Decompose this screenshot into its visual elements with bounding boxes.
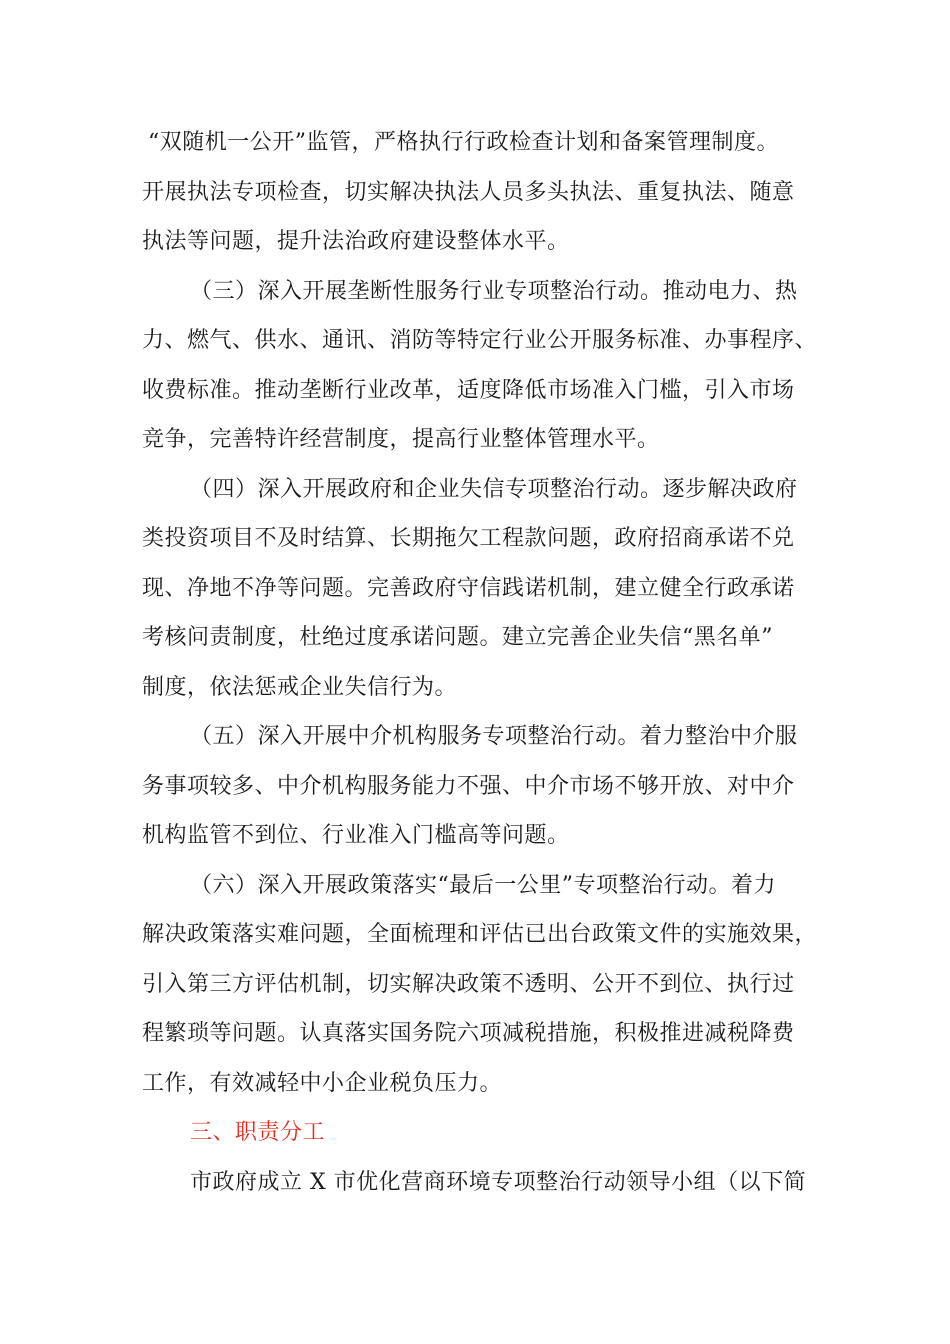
paragraph-line: 程繁琐等问题。认真落实国务院六项减税措施，积极推进减税降费 (142, 1021, 795, 1046)
paragraph-line: （六）深入开展政策落实“最后一公里”专项整治行动。着力 (190, 873, 776, 898)
paragraph-line: （三）深入开展垄断性服务行业专项整治行动。推动电力、热 (190, 279, 798, 304)
paragraph-line: 力、燃气、供水、通讯、消防等特定行业公开服务标准、办事程序、 (142, 328, 818, 353)
paragraph-line: （四）深入开展政府和企业失信专项整治行动。逐步解决政府 (190, 477, 798, 502)
paragraph-line: 制度，依法惩戒企业失信行为。 (142, 675, 458, 700)
paragraph-line: “双随机一公开”监管，严格执行行政检查计划和备案管理制度。 (148, 130, 779, 155)
paragraph-line: （五）深入开展中介机构服务专项整治行动。着力整治中介服 (190, 724, 798, 749)
paragraph-line: 执法等问题，提升法治政府建设整体水平。 (142, 229, 570, 254)
paragraph-line: 开展执法专项检查，切实解决执法人员多头执法、重复执法、随意 (142, 180, 795, 205)
paragraph-line: 引入第三方评估机制，切实解决政策不透明、公开不到位、执行过 (142, 972, 795, 997)
paragraph-line: 务事项较多、中介机构服务能力不强、中介市场不够开放、对中介 (142, 774, 795, 799)
paragraph-line: 收费标准。推动垄断行业改革，适度降低市场准入门槛，引入市场 (142, 378, 795, 403)
paragraph-line: 考核问责制度，杜绝过度承诺问题。建立完善企业失信“黑名单” (142, 625, 773, 650)
paragraph-line: 机构监管不到位、行业准入门槛高等问题。 (142, 823, 570, 848)
paragraph-line: 现、净地不净等问题。完善政府守信践诺机制，建立健全行政承诺 (142, 576, 795, 601)
paragraph-line: 工作，有效减轻中小企业税负压力。 (142, 1071, 503, 1096)
paragraph-line: 市政府成立 X 市优化营商环境专项整治行动领导小组（以下简 (190, 1170, 807, 1195)
section-heading: 三、职责分工 (190, 1120, 326, 1145)
paragraph-line: 类投资项目不及时结算、长期拖欠工程款问题，政府招商承诺不兑 (142, 526, 795, 551)
paragraph-line: 解决政策落实难问题，全面梳理和评估已出台政策文件的实施效果， (142, 922, 818, 947)
paragraph-line: 竞争，完善特许经营制度，提高行业整体管理水平。 (142, 427, 660, 452)
